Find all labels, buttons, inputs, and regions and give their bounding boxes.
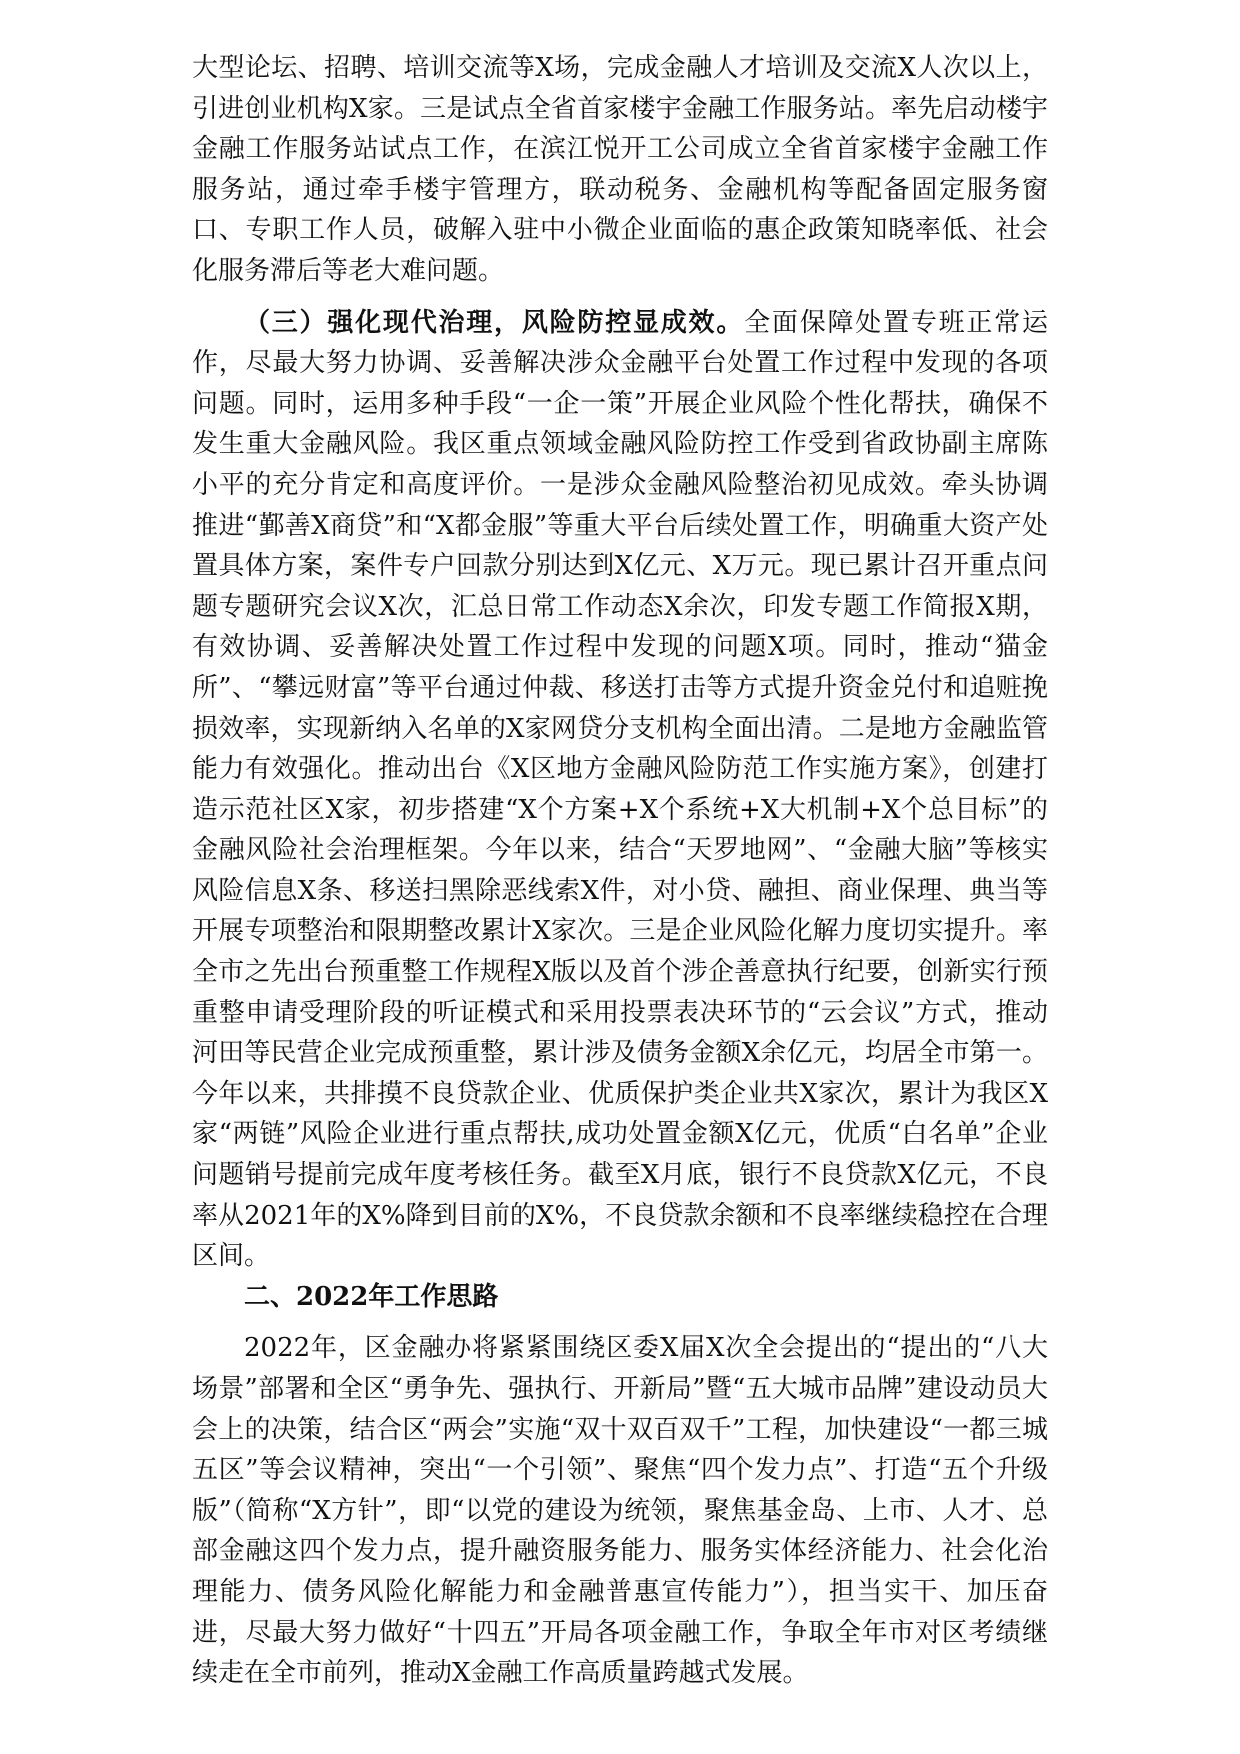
paragraph-talent-and-building-service [192,48,1048,292]
paragraph-text: 全面保障处置专班正常运作，尽最大努力协调、妥善解决涉众金融平台处置工作过程中发现的各项问题。同时，运用多种手段“一企一策”开展企业风险个性化帮扶，确保不发生重大金融风险。我区重点领域金融风险防控工作受到省政协副主席陈小平的充分肯定和高度评价。一是涉众金融风险整治初见成效。牵头协调推进“鄞善X商贷”和“X都金服”等重大平台后续处置工作，明确重大资产处置具体方案，案件专户回款分别达到X亿元、X万元。现已累计召开重点问题专题研究会议X次，汇总日常工作动态X余次，印发专题工作简报X期，有效协调、妥善解决处置工作过程中发现的问题X项。同时，推动“猫金所”、“攀远财富”等平台通过仲裁、移送打击等方式提升资金兑付和追赃挽损效率，实现新纳入名单的X家网贷分支机构全面出清。二是地方金融监管能力有效强化。推动出台《X区地方金融风险防范工作实施方案》，创建打造示范社区X家，初步搭建“X个方案+X个系统+X大机制+X个总目标”的金融风险社会治理框架。今年以来，结合“天罗地网”、“金融大脑”等核实风险信息X条、移送扫黑除恶线索X件，对小贷、融担、商业保理、典当等开展专项整治和限期整改累计X家次。三是企业风险化解力度切实提升。率全市之先出台预重整工作规程X版以及首个涉企善意执行纪要，创新实行预重整申请受理阶段的听证模式和采用投票表决环节的“云会议”方式，推动河田等民营企业完成预重整，累计涉及债务金额X余亿元，均居全市第一。今年以来，共排摸不良贷款企业、优质保护类企业共X家次，累计为我区X家“两链”风险企业进行重点帮扶,成功处置金额X亿元，优质“白名单”企业问题销号提前完成年度考核任务。截至X月底，银行不良贷款X亿元，不良率从2021年的X%降到目前的X%，不良贷款余额和不良率继续稳控在合理区间。 [192,307,1048,1272]
section-heading: 二、2022年工作思路 [244,1281,499,1312]
paragraph-lead-heading: （三）强化现代治理，风险防控显成效。 [244,307,745,338]
paragraph-text: 大型论坛、招聘、培训交流等X场，完成金融人才培训及交流X人次以上，引进创业机构X家。三是试点全省首家楼宇金融工作服务站。率先启动楼宇金融工作服务站试点工作，在滨江悦开工公司成立全省首家楼宇金融工作服务站，通过牵手楼宇管理方，联动税务、金融机构等配备固定服务窗口、专职工作人员，破解入驻中小微企业面临的惠企政策知晓率低、社会化服务滞后等老大难问题。 [192,53,1048,286]
document-page [192,48,1048,1694]
paragraph-text: 2022年，区金融办将紧紧围绕区委X届X次全会提出的“提出的“八大场景”部署和全区“勇争先、强执行、开新局”暨“五大城市品牌”建设动员大会上的决策，结合区“两会”实施“双十双百双千”工程，加快建设“一都三城五区”等会议精神，突出“一个引领”、聚焦“四个发力点”、打造“五个升级版”（简称“X方针”，即“以党的建设为统领，聚焦基金岛、上市、人才、总部金融这四个发力点，提升融资服务能力、服务实体经济能力、社会化治理能力、债务风险化解能力和金融普惠宣传能力”），担当实干、加压奋进，尽最大努力做好“十四五”开局各项金融工作，争取全年市对区考绩继续走在全市前列，推动X金融工作高质量跨越式发展。 [192,1333,1048,1689]
paragraph-risk-governance [192,303,1048,1277]
paragraph-2022-work-plan [192,1328,1048,1693]
